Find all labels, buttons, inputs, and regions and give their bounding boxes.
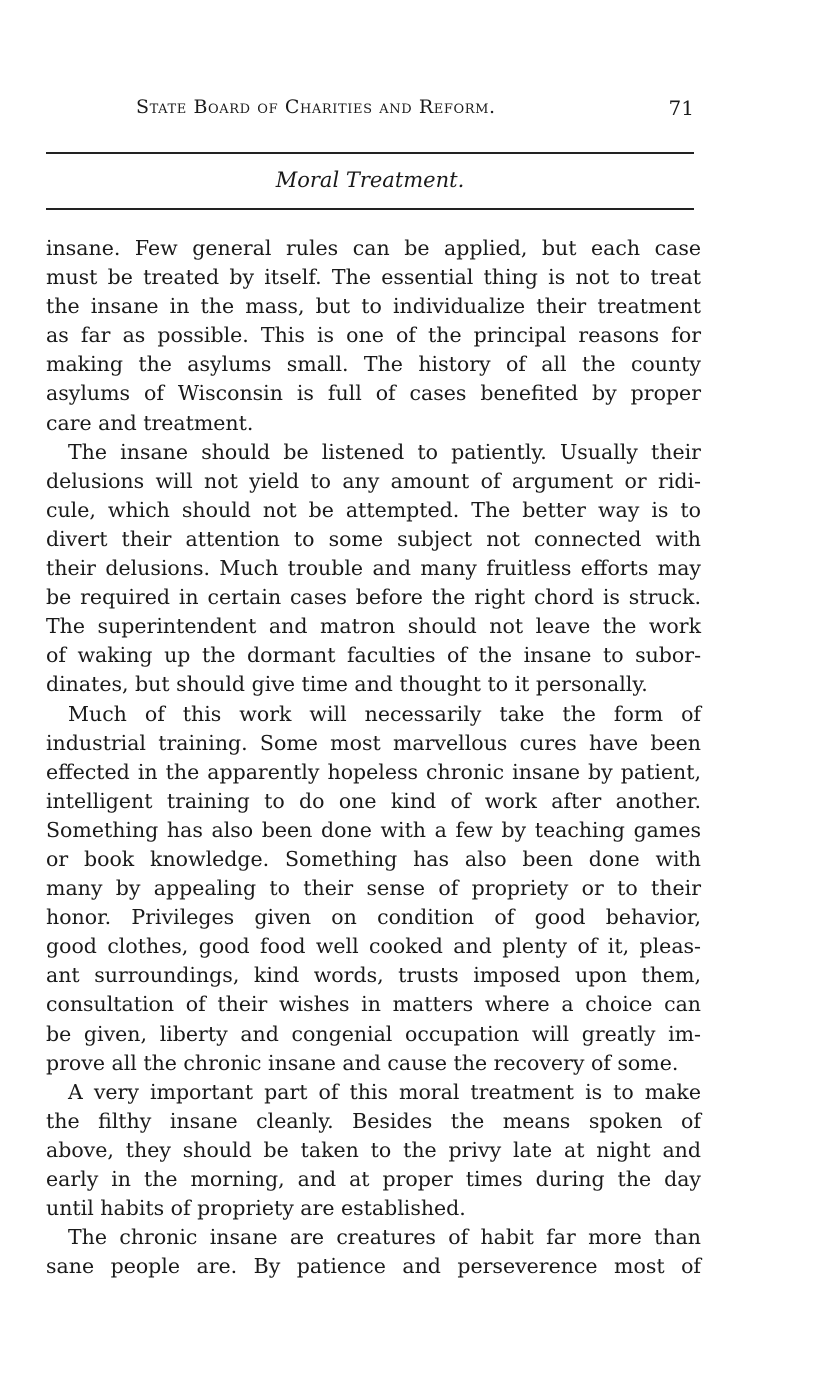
running-header bbox=[46, 96, 694, 122]
text-line: insane. Few general rules can be applied, but each case bbox=[46, 236, 701, 260]
text-line: their delusions. Much trouble and many fruitless efforts may bbox=[46, 556, 701, 581]
text-line: honor. Privileges given on condition of good behavior, bbox=[46, 905, 701, 930]
paragraph-2 bbox=[46, 438, 701, 700]
text-line: A very important part of this moral treatment is to make bbox=[68, 1079, 701, 1104]
text-line: cule, which should not be attempted. The better way is to bbox=[46, 497, 701, 522]
header-rule-top bbox=[46, 152, 694, 154]
text-line: Much of this work will necessarily take the form of bbox=[68, 701, 701, 726]
paragraph-3 bbox=[46, 700, 701, 1078]
section-title: Moral Treatment. bbox=[275, 168, 465, 192]
text-line: many by appealing to their sense of propriety or to their bbox=[46, 876, 701, 901]
text-line: care and treatment. bbox=[46, 410, 254, 435]
text-line: of waking up the dormant faculties of the insane to subor- bbox=[46, 643, 701, 668]
text-line: The superintendent and matron should not leave the work bbox=[46, 614, 701, 639]
paragraph-4 bbox=[46, 1078, 701, 1223]
text-line: must be treated by itself. The essential thing is not to treat bbox=[46, 265, 701, 290]
text-line: good clothes, good food well cooked and plenty of it, pleas- bbox=[46, 934, 701, 959]
page-number: 71 bbox=[668, 96, 694, 120]
text-line: effected in the apparently hopeless chronic insane by patient, bbox=[46, 759, 701, 784]
text-line: divert their attention to some subject not connected with bbox=[46, 526, 701, 551]
text-line: be required in certain cases before the right chord is struck. bbox=[46, 585, 701, 610]
text-line: until habits of propriety are established. bbox=[46, 1196, 466, 1221]
text-line: Something has also been done with a few by teaching games bbox=[46, 817, 701, 842]
text-line: as far as possible. This is one of the principal reasons for bbox=[46, 323, 701, 348]
text-line: industrial training. Some most marvellous cures have been bbox=[46, 730, 701, 755]
text-line: consultation of their wishes in matters where a choice can bbox=[46, 992, 701, 1017]
text-line: above, they should be taken to the privy late at night and bbox=[46, 1137, 701, 1162]
paragraph-5 bbox=[46, 1223, 701, 1281]
running-title: State Board of Charities and Reform. bbox=[136, 96, 496, 118]
text-line: The chronic insane are creatures of habit far more than bbox=[68, 1225, 701, 1250]
text-line: ant surroundings, kind words, trusts imposed upon them, bbox=[46, 963, 701, 988]
text-line: asylums of Wisconsin is full of cases benefited by proper bbox=[46, 381, 701, 406]
text-line: intelligent training to do one kind of work after another. bbox=[46, 788, 701, 813]
text-line: the filthy insane cleanly. Besides the means spoken of bbox=[46, 1108, 701, 1133]
body-text bbox=[46, 234, 701, 1281]
header-rule-bottom bbox=[46, 208, 694, 210]
text-line: early in the morning, and at proper times during the day bbox=[46, 1167, 701, 1191]
text-line: making the asylums small. The history of all the county bbox=[46, 352, 701, 377]
text-line: dinates, but should give time and thought to it personally. bbox=[46, 672, 648, 697]
text-line: The insane should be listened to patiently. Usually their bbox=[68, 439, 701, 464]
paragraph-1 bbox=[46, 234, 701, 438]
text-line: the insane in the mass, but to individualize their treatment bbox=[46, 294, 701, 319]
text-line: be given, liberty and congenial occupation will greatly im- bbox=[46, 1021, 701, 1046]
text-line: delusions will not yield to any amount of argument or ridi- bbox=[46, 468, 701, 493]
text-line: prove all the chronic insane and cause the recovery of some. bbox=[46, 1050, 679, 1075]
text-line: or book knowledge. Something has also been done with bbox=[46, 846, 701, 871]
text-line: sane people are. By patience and perseverence most of bbox=[46, 1254, 701, 1279]
